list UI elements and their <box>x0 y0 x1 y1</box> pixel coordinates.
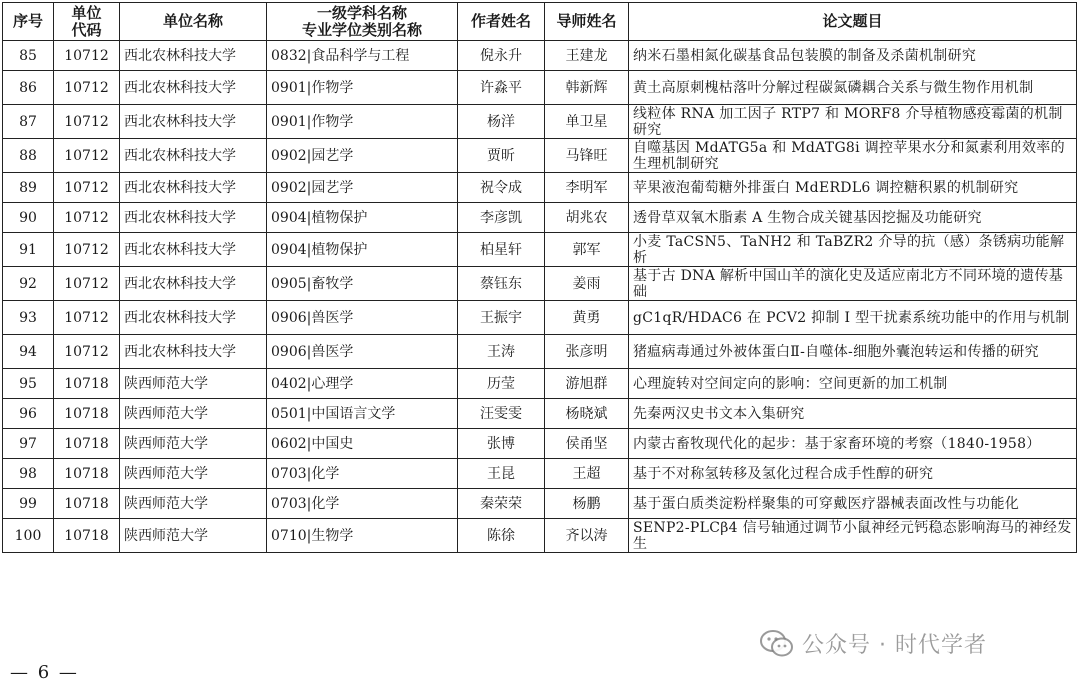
row-unit-code: 10718 <box>54 489 120 519</box>
table-row <box>3 173 1077 203</box>
table-row <box>3 105 1077 139</box>
row-thesis-title: gC1qR/HDAC6 在 PCV2 抑制 I 型干扰素系统功能中的作用与机制 <box>629 301 1077 335</box>
row-unit-code: 10718 <box>54 399 120 429</box>
row-unit-code: 10718 <box>54 519 120 553</box>
thesis-table <box>2 2 1077 553</box>
row-author: 王涛 <box>458 335 545 369</box>
row-advisor: 杨晓斌 <box>545 399 629 429</box>
header-num: 序号 <box>3 3 54 41</box>
row-num: 93 <box>3 301 54 335</box>
table-row <box>3 519 1077 553</box>
header-discipline <box>267 3 458 41</box>
row-discipline: 0832|食品科学与工程 <box>267 41 458 71</box>
row-advisor: 王建龙 <box>545 41 629 71</box>
row-num: 100 <box>3 519 54 553</box>
row-thesis-title: 先秦两汉史书文本入集研究 <box>629 399 1077 429</box>
table-row <box>3 139 1077 173</box>
row-num: 96 <box>3 399 54 429</box>
page-number: — 6 — <box>10 662 79 683</box>
row-thesis-title: SENP2-PLCβ4 信号轴通过调节小鼠神经元钙稳态影响海马的神经发生 <box>629 519 1077 553</box>
row-num: 87 <box>3 105 54 139</box>
row-advisor: 单卫星 <box>545 105 629 139</box>
wechat-icon <box>760 629 794 659</box>
row-unit-code: 10712 <box>54 139 120 173</box>
row-unit-name: 西北农林科技大学 <box>120 233 267 267</box>
header-unit: 单位名称 <box>120 3 267 41</box>
row-num: 90 <box>3 203 54 233</box>
table-row <box>3 335 1077 369</box>
row-unit-code: 10718 <box>54 369 120 399</box>
table-body <box>3 41 1077 553</box>
row-unit-name: 西北农林科技大学 <box>120 301 267 335</box>
row-advisor: 游旭群 <box>545 369 629 399</box>
row-discipline: 0602|中国史 <box>267 429 458 459</box>
table-row <box>3 429 1077 459</box>
table-row <box>3 267 1077 301</box>
row-unit-code: 10712 <box>54 301 120 335</box>
row-unit-name: 西北农林科技大学 <box>120 41 267 71</box>
row-author: 张博 <box>458 429 545 459</box>
row-author: 李彦凯 <box>458 203 545 233</box>
row-thesis-title: 黄土高原刺槐枯落叶分解过程碳氮磷耦合关系与微生物作用机制 <box>629 71 1077 105</box>
row-unit-name: 陕西师范大学 <box>120 519 267 553</box>
row-discipline: 0905|畜牧学 <box>267 267 458 301</box>
row-num: 94 <box>3 335 54 369</box>
row-unit-code: 10718 <box>54 459 120 489</box>
header-advisor: 导师姓名 <box>545 3 629 41</box>
row-unit-code: 10712 <box>54 233 120 267</box>
table-row <box>3 301 1077 335</box>
header-disc-line1: 一级学科名称 <box>316 3 407 22</box>
row-unit-code: 10712 <box>54 71 120 105</box>
row-unit-name: 西北农林科技大学 <box>120 267 267 301</box>
row-unit-name: 陕西师范大学 <box>120 459 267 489</box>
row-unit-name: 陕西师范大学 <box>120 399 267 429</box>
row-thesis-title: 基于蛋白质类淀粉样聚集的可穿戴医疗器械表面改性与功能化 <box>629 489 1077 519</box>
row-author: 柏星轩 <box>458 233 545 267</box>
row-unit-name: 陕西师范大学 <box>120 489 267 519</box>
row-advisor: 齐以涛 <box>545 519 629 553</box>
row-author: 杨洋 <box>458 105 545 139</box>
row-unit-code: 10712 <box>54 335 120 369</box>
row-thesis-title: 线粒体 RNA 加工因子 RTP7 和 MORF8 介导植物感疫霉菌的机制研究 <box>629 105 1077 139</box>
table-row <box>3 369 1077 399</box>
row-discipline: 0901|作物学 <box>267 105 458 139</box>
row-unit-name: 西北农林科技大学 <box>120 71 267 105</box>
row-advisor: 杨鹏 <box>545 489 629 519</box>
row-discipline: 0710|生物学 <box>267 519 458 553</box>
row-thesis-title: 猪瘟病毒通过外被体蛋白Ⅱ-自噬体-细胞外囊泡转运和传播的研究 <box>629 335 1077 369</box>
row-unit-name: 陕西师范大学 <box>120 429 267 459</box>
row-advisor: 黄勇 <box>545 301 629 335</box>
row-thesis-title: 心理旋转对空间定向的影响：空间更新的加工机制 <box>629 369 1077 399</box>
table-row <box>3 71 1077 105</box>
row-num: 97 <box>3 429 54 459</box>
row-discipline: 0902|园艺学 <box>267 173 458 203</box>
header-code <box>54 3 120 41</box>
row-unit-code: 10712 <box>54 105 120 139</box>
row-unit-code: 10712 <box>54 41 120 71</box>
row-author: 历莹 <box>458 369 545 399</box>
row-discipline: 0901|作物学 <box>267 71 458 105</box>
row-num: 95 <box>3 369 54 399</box>
row-thesis-title: 纳米石墨相氮化碳基食品包装膜的制备及杀菌机制研究 <box>629 41 1077 71</box>
row-num: 89 <box>3 173 54 203</box>
row-advisor: 王超 <box>545 459 629 489</box>
row-advisor: 韩新辉 <box>545 71 629 105</box>
row-discipline: 0703|化学 <box>267 459 458 489</box>
header-disc-line2: 专业学位类别名称 <box>301 20 422 39</box>
row-author: 许淼平 <box>458 71 545 105</box>
row-thesis-title: 内蒙古畜牧现代化的起步：基于家畜环境的考察（1840-1958） <box>629 429 1077 459</box>
table-row <box>3 41 1077 71</box>
row-unit-name: 陕西师范大学 <box>120 369 267 399</box>
row-discipline: 0902|园艺学 <box>267 139 458 173</box>
row-advisor: 侯甬坚 <box>545 429 629 459</box>
row-thesis-title: 基于古 DNA 解析中国山羊的演化史及适应南北方不同环境的遗传基础 <box>629 267 1077 301</box>
row-discipline: 0906|兽医学 <box>267 301 458 335</box>
header-code-line2: 代码 <box>71 20 102 39</box>
table-row <box>3 399 1077 429</box>
row-unit-code: 10712 <box>54 173 120 203</box>
row-author: 祝令成 <box>458 173 545 203</box>
row-unit-name: 西北农林科技大学 <box>120 335 267 369</box>
row-advisor: 胡兆农 <box>545 203 629 233</box>
row-discipline: 0904|植物保护 <box>267 233 458 267</box>
table-row <box>3 459 1077 489</box>
watermark <box>760 628 987 659</box>
row-num: 85 <box>3 41 54 71</box>
row-discipline: 0703|化学 <box>267 489 458 519</box>
row-advisor: 马锋旺 <box>545 139 629 173</box>
row-advisor: 郭军 <box>545 233 629 267</box>
row-num: 88 <box>3 139 54 173</box>
row-unit-name: 西北农林科技大学 <box>120 173 267 203</box>
header-author: 作者姓名 <box>458 3 545 41</box>
row-author: 汪雯雯 <box>458 399 545 429</box>
row-unit-name: 西北农林科技大学 <box>120 203 267 233</box>
row-num: 98 <box>3 459 54 489</box>
row-discipline: 0402|心理学 <box>267 369 458 399</box>
row-author: 陈徐 <box>458 519 545 553</box>
watermark-text: 公众号 · 时代学者 <box>802 633 987 658</box>
row-author: 王振宇 <box>458 301 545 335</box>
header-code-line1: 单位 <box>71 3 102 22</box>
row-unit-name: 西北农林科技大学 <box>120 139 267 173</box>
row-advisor: 李明军 <box>545 173 629 203</box>
row-author: 秦荣荣 <box>458 489 545 519</box>
row-author: 蔡钰东 <box>458 267 545 301</box>
row-author: 王昆 <box>458 459 545 489</box>
row-unit-name: 西北农林科技大学 <box>120 105 267 139</box>
row-discipline: 0501|中国语言文学 <box>267 399 458 429</box>
row-thesis-title: 自噬基因 MdATG5a 和 MdATG8i 调控苹果水分和氮素利用效率的生理机制研究 <box>629 139 1077 173</box>
row-num: 99 <box>3 489 54 519</box>
row-unit-code: 10712 <box>54 267 120 301</box>
row-thesis-title: 小麦 TaCSN5、TaNH2 和 TaBZR2 介导的抗（感）条锈病功能解析 <box>629 233 1077 267</box>
row-num: 91 <box>3 233 54 267</box>
header-title: 论文题目 <box>629 3 1077 41</box>
header-row <box>3 3 1077 41</box>
row-num: 86 <box>3 71 54 105</box>
row-author: 倪永升 <box>458 41 545 71</box>
row-thesis-title: 透骨草双氧木脂素 A 生物合成关键基因挖掘及功能研究 <box>629 203 1077 233</box>
row-unit-code: 10712 <box>54 203 120 233</box>
table-row <box>3 489 1077 519</box>
row-thesis-title: 基于不对称氢转移及氢化过程合成手性醇的研究 <box>629 459 1077 489</box>
row-num: 92 <box>3 267 54 301</box>
row-discipline: 0904|植物保护 <box>267 203 458 233</box>
row-advisor: 张彦明 <box>545 335 629 369</box>
row-unit-code: 10718 <box>54 429 120 459</box>
row-discipline: 0906|兽医学 <box>267 335 458 369</box>
row-advisor: 姜雨 <box>545 267 629 301</box>
row-thesis-title: 苹果液泡葡萄糖外排蛋白 MdERDL6 调控糖积累的机制研究 <box>629 173 1077 203</box>
table-row <box>3 203 1077 233</box>
row-author: 贾昕 <box>458 139 545 173</box>
table-row <box>3 233 1077 267</box>
